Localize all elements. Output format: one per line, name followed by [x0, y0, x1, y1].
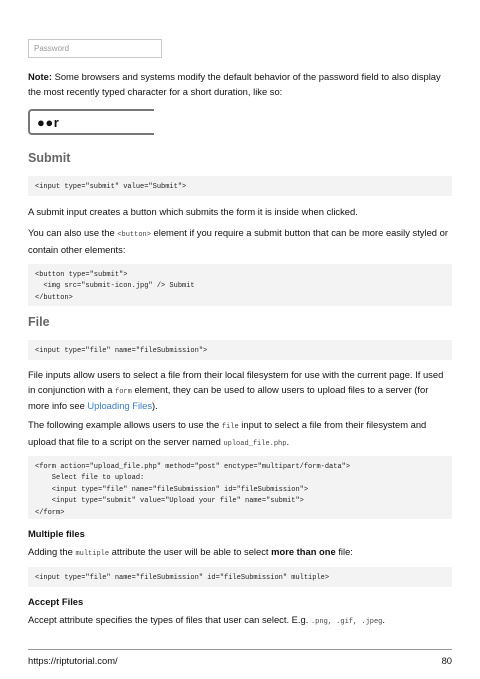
page-number: 80 — [441, 655, 452, 666]
multiple-files-heading: Multiple files — [28, 528, 85, 539]
file-p2-inline-code-1: file — [221, 423, 239, 431]
multiple-text-b: attribute the user will be able to select — [109, 546, 272, 557]
uploading-files-link[interactable]: Uploading Files — [87, 400, 153, 411]
note-label: Note: — [28, 71, 52, 82]
file-p2-text-c: . — [286, 435, 290, 447]
file-p1-text-a: File inputs allow users to select a file from their local filesystem for use with the current page. If used in conjunction with a — [28, 369, 444, 395]
footer-url[interactable]: https://riptutorial.com/ — [28, 655, 118, 666]
footer-divider — [28, 649, 452, 650]
accept-paragraph — [28, 613, 452, 630]
password-field-example[interactable]: Password — [28, 39, 162, 58]
accept-text-b: . — [382, 614, 385, 625]
file-p1-inline-code: form — [115, 387, 132, 396]
file-p1-text-c: ). — [152, 400, 158, 411]
file-p2-inline-code-2: upload_file.php — [223, 439, 287, 448]
submit-paragraph-1: A submit input creates a button which submits the form it is inside when clicked. — [28, 206, 358, 217]
note-text: Some browsers and systems modify the default behavior of the password field to also display the most recently typed character for a short duration, like so: — [28, 71, 441, 97]
multiple-code-block: <input type="file" name="fileSubmission" id="fileSubmission" multiple> — [28, 567, 452, 587]
submit-p2-inline-code: <button> — [117, 231, 151, 239]
accept-files-heading: Accept Files — [28, 596, 84, 607]
file-heading: File — [28, 315, 50, 329]
password-preview-field — [28, 109, 154, 135]
accept-inline-code: .png, .gif, .jpeg — [310, 618, 383, 626]
submit-heading: Submit — [28, 151, 71, 165]
submit-p2-text-b: element if you require a submit button that can be more easily styled or contain other elements: — [28, 227, 448, 255]
multiple-text-a: Adding the — [28, 546, 76, 557]
multiple-paragraph — [28, 545, 452, 562]
file-paragraph-1 — [28, 368, 452, 414]
submit-p2-text-a: You can also use the — [28, 227, 118, 238]
file-p1-text-b: element, they can be used to allow users to upload files to a server (for more info see — [28, 383, 429, 411]
note-paragraph — [28, 70, 452, 99]
submit-code-block: <input type="submit" value="Submit"> — [28, 176, 452, 196]
multiple-text-c: file: — [335, 546, 353, 557]
multiple-bold-text: more than one — [271, 546, 336, 557]
upload-form-code-block: <form action="upload_file.php" method="post" enctype="multipart/form-data"> Select file to upload: <input type="file" name="fileSubmission" id="fileSubmission"> <input type="submit" value="Upload your file" name="submit"> </form> — [28, 456, 452, 519]
file-paragraph-2 — [28, 418, 452, 451]
file-code-block: <input type="file" name="fileSubmission"> — [28, 340, 452, 360]
password-preview-text: ●●r — [37, 115, 60, 130]
file-p2-text-b: input to select a file from their filesystem and upload that file to a script on the server named — [28, 419, 427, 447]
button-code-block: <button type="submit"> <img src="submit-icon.jpg" /> Submit </button> — [28, 264, 452, 306]
accept-text-a: Accept attribute specifies the types of files that user can select. E.g. — [28, 614, 311, 625]
multiple-inline-code: multiple — [75, 550, 110, 558]
submit-paragraph-2 — [28, 226, 452, 257]
file-p2-text-a: The following example allows users to use the — [28, 419, 222, 430]
